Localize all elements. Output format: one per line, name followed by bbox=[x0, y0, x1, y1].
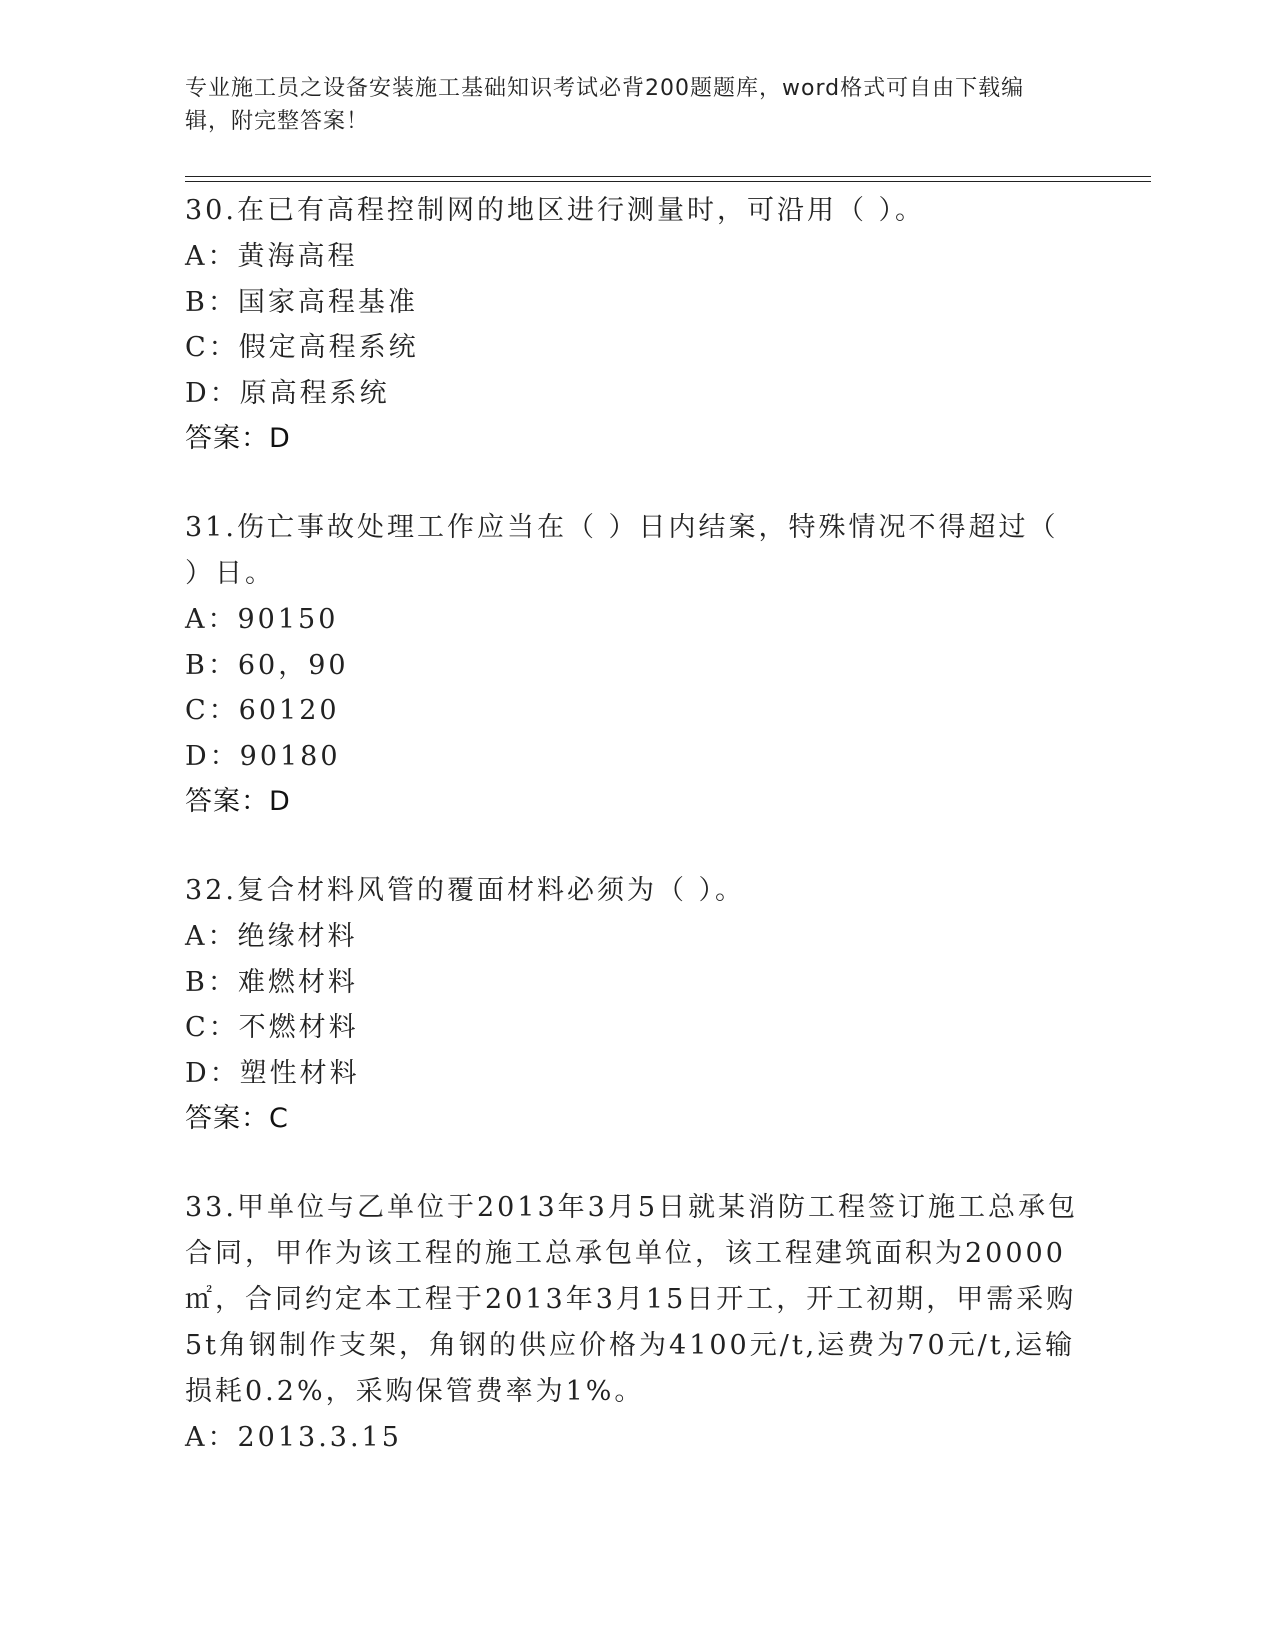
question-stem: 33.甲单位与乙单位于2013年3月5日就某消防工程签订施工总承包合同，甲作为该工程的施工总承包单位，该工程建筑面积为20000㎡，合同约定本工程于2013年3月15日开工，开工初期，甲需采购5t角钢制作支架，角钢的供应价格为4100元/t,运费为70元/t,运输损耗0.2%，采购保管费率为1%。 bbox=[185, 1192, 1079, 1407]
question-33 bbox=[185, 1185, 1085, 1461]
option-c: C：60120 bbox=[185, 695, 340, 726]
option-a: A：90150 bbox=[185, 604, 339, 635]
document-header: 专业施工员之设备安装施工基础知识考试必背200题题库，word格式可自由下载编辑，附完整答案！ bbox=[185, 76, 1025, 134]
option-c: C：假定高程系统 bbox=[185, 332, 419, 363]
answer-line: 答案：C bbox=[185, 1103, 289, 1134]
option-a: A：2013.3.15 bbox=[185, 1422, 402, 1453]
answer-line: 答案：D bbox=[185, 786, 291, 817]
question-32 bbox=[185, 868, 1085, 1142]
question-stem: 32.复合材料风管的覆面材料必须为（ ）。 bbox=[185, 875, 746, 906]
question-stem: 31.伤亡事故处理工作应当在（ ）日内结案，特殊情况不得超过（ ）日。 bbox=[185, 512, 1059, 589]
option-b: B：60，90 bbox=[185, 649, 349, 681]
header-rule-bottom bbox=[185, 181, 1151, 182]
option-d: D：原高程系统 bbox=[185, 377, 390, 409]
option-c: C：不燃材料 bbox=[185, 1012, 359, 1043]
option-b: B：国家高程基准 bbox=[185, 286, 418, 318]
answer-line: 答案：D bbox=[185, 423, 291, 454]
question-list bbox=[185, 188, 1085, 1461]
question-30 bbox=[185, 188, 1085, 462]
question-stem: 30.在已有高程控制网的地区进行测量时，可沿用（ ）。 bbox=[185, 195, 926, 226]
option-b: B：难燃材料 bbox=[185, 966, 358, 998]
question-31 bbox=[185, 505, 1085, 825]
option-d: D：90180 bbox=[185, 740, 341, 772]
option-a: A：绝缘材料 bbox=[185, 921, 358, 952]
option-d: D：塑性材料 bbox=[185, 1057, 360, 1089]
option-a: A：黄海高程 bbox=[185, 241, 358, 272]
header-rule-top bbox=[185, 176, 1151, 177]
